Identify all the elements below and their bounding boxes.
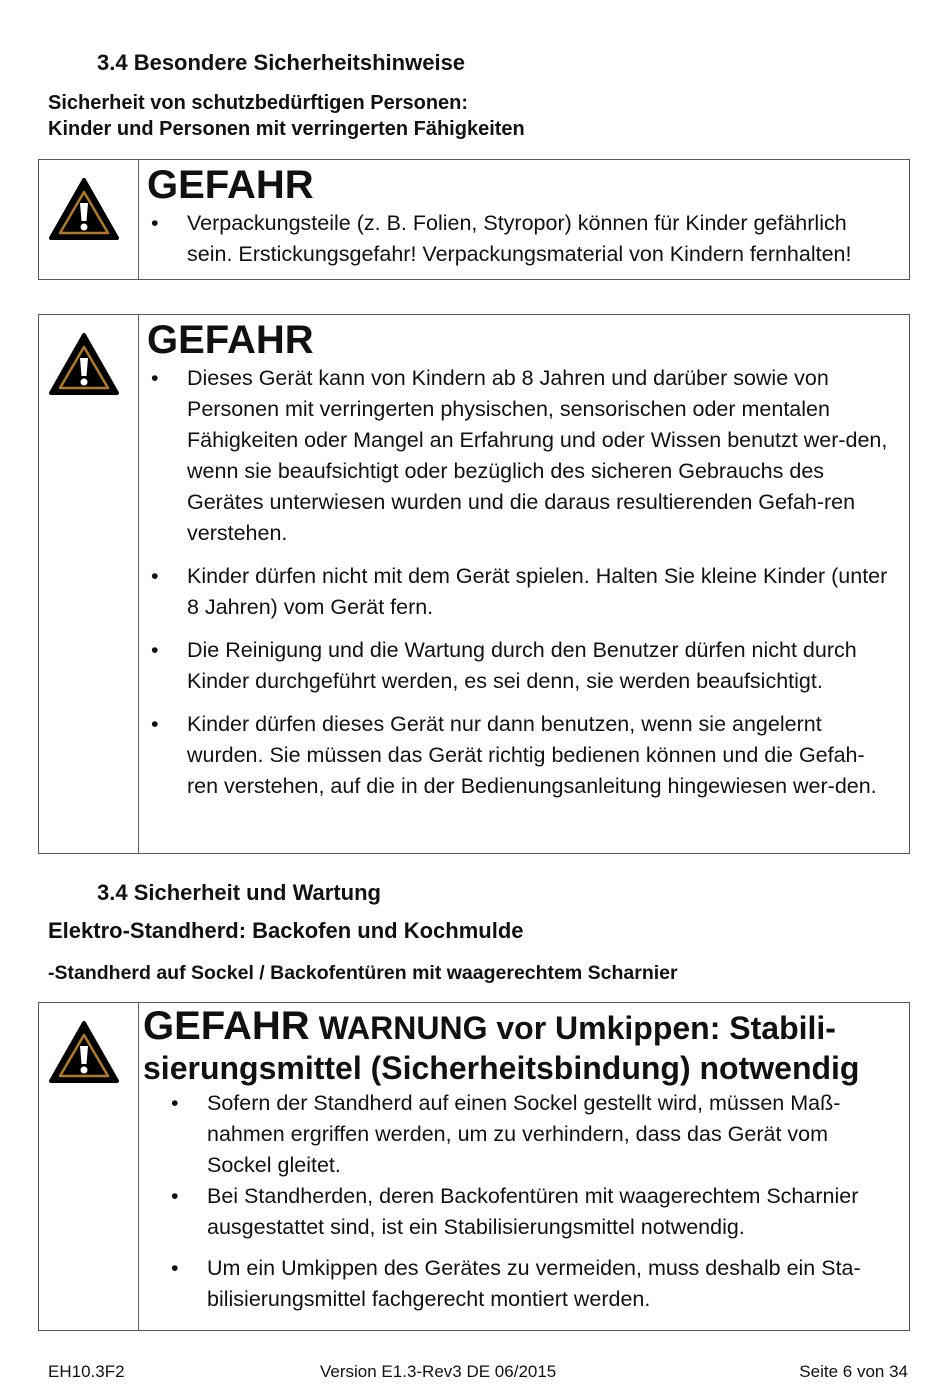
subtitle-line-1: Sicherheit von schutzbedürftigen Personen: bbox=[48, 92, 469, 114]
section-subtitle-2: Elektro-Standherd: Backofen und Kochmulde bbox=[48, 918, 524, 943]
section-title-1: 3.4 Besondere Sicherheitshinweise bbox=[97, 50, 466, 75]
list-item: • Kinder dürfen nicht mit dem Gerät spielen. Halten Sie kleine Kinder (unter 8 Jahren) vom Gerät fern. bbox=[147, 561, 895, 623]
box1-heading: GEFAHR bbox=[147, 163, 314, 207]
box1-list bbox=[147, 208, 895, 270]
footer-doc-id: EH10.3F2 bbox=[48, 1362, 125, 1381]
list-item: • Die Reinigung und die Wartung durch den Benutzer dürfen nicht durch Kinder durchgeführt werden, es sei denn, sie werden beaufsichtigt. bbox=[147, 635, 895, 697]
box3-list bbox=[167, 1088, 895, 1315]
list-item: • Verpackungsteile (z. B. Folien, Styropor) können für Kinder gefährlich sein. Erstickungsgefahr! Verpackungsmaterial von Kindern fernhalten! bbox=[147, 208, 895, 270]
list-item: • Um ein Umkippen des Gerätes zu vermeiden, muss deshalb ein Sta-bilisierungsmittel fachgerecht montiert werden. bbox=[167, 1253, 895, 1315]
list-item: • Bei Standherden, deren Backofentüren mit waagerechtem Scharnier ausgestattet sind, ist ein Stabilisierungsmittel notwendig. bbox=[167, 1181, 895, 1243]
warning-triangle-icon bbox=[48, 332, 120, 396]
box3-heading-gefahr: GEFAHR bbox=[143, 1004, 310, 1048]
footer-page-number: Seite 6 von 34 bbox=[799, 1362, 908, 1381]
warning-icon-cell bbox=[39, 1003, 139, 1330]
section-title-2: 3.4 Sicherheit und Wartung bbox=[97, 880, 381, 905]
danger-box-children bbox=[38, 314, 910, 854]
warning-icon-cell bbox=[39, 315, 139, 853]
danger-box-packaging bbox=[38, 159, 910, 280]
subtitle-line-2: Kinder und Personen mit verringerten Fähigkeiten bbox=[48, 118, 525, 140]
section-subtitle-3: -Standherd auf Sockel / Backofentüren mit waagerechtem Scharnier bbox=[48, 962, 678, 984]
warning-triangle-icon bbox=[48, 177, 120, 241]
box3-heading bbox=[143, 1006, 895, 1088]
warning-icon-cell bbox=[39, 160, 139, 279]
box2-heading: GEFAHR bbox=[147, 318, 314, 362]
box3-heading-rest: WARNUNG vor Umkippen: Stabili-sierungsmittel (Sicherheitsbindung) notwendig bbox=[143, 1010, 860, 1086]
danger-box-tipping bbox=[38, 1002, 910, 1331]
list-item: • Kinder dürfen dieses Gerät nur dann benutzen, wenn sie angelernt wurden. Sie müssen das Gerät richtig bedienen können und die Gefah-ren verstehen, auf die in der Bedienungsanleitung hingewiesen wer-den. bbox=[147, 709, 895, 802]
section-subtitle-1 bbox=[48, 90, 525, 142]
warning-triangle-icon bbox=[48, 1020, 120, 1084]
list-item: • Sofern der Standherd auf einen Sockel gestellt wird, müssen Maß-nahmen ergriffen werden, um zu verhindern, dass das Gerät vom Sockel gleitet. bbox=[167, 1088, 895, 1181]
box2-list bbox=[147, 363, 895, 802]
footer-version: Version E1.3-Rev3 DE 06/2015 bbox=[320, 1362, 557, 1381]
list-item: • Dieses Gerät kann von Kindern ab 8 Jahren und darüber sowie von Personen mit verringerten physischen, sensorischen oder mentalen Fähigkeiten oder Mangel an Erfahrung und oder Wissen benutzt wer-den, wenn sie beaufsichtigt oder bezüglich des sicheren Gebrauchs des Gerätes unterwiesen wurden und die daraus resultierenden Gefah-ren verstehen. bbox=[147, 363, 895, 549]
